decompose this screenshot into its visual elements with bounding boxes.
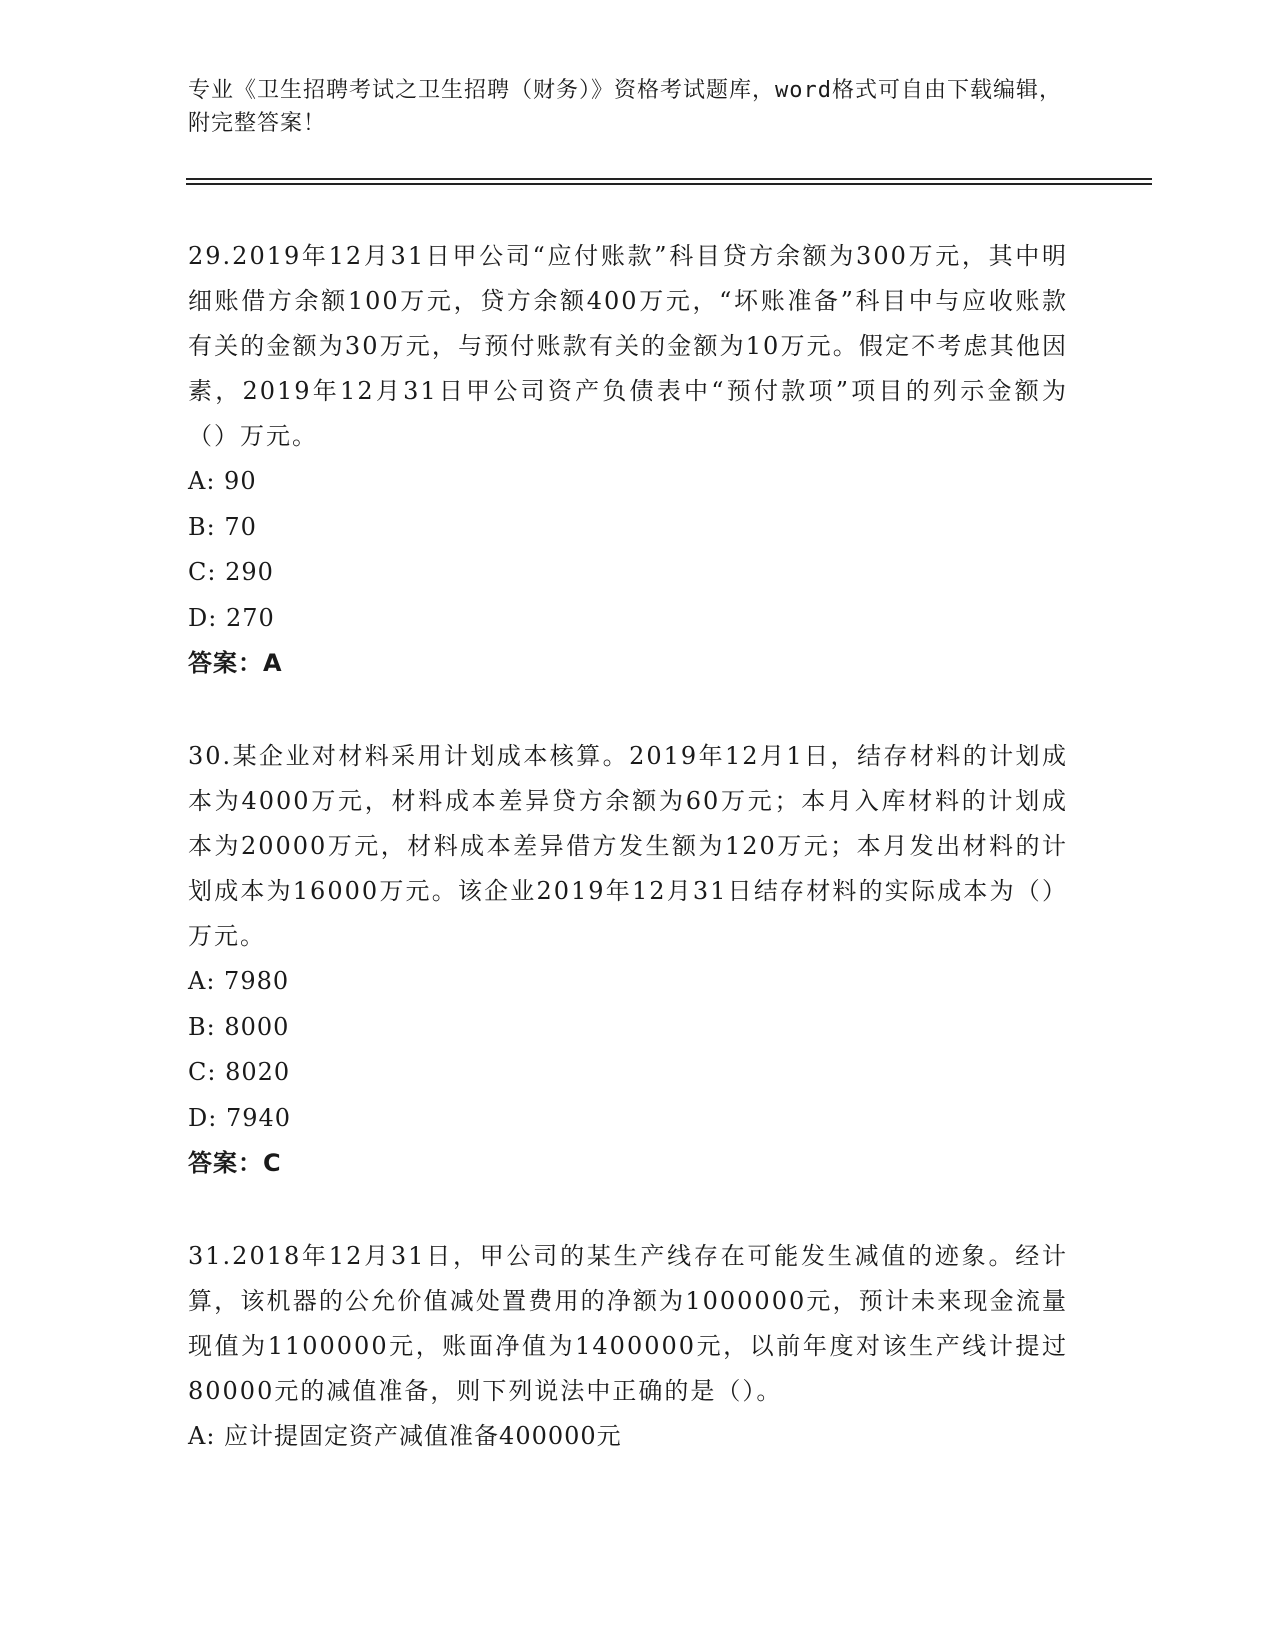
option-c: C: 8020 — [188, 1058, 291, 1086]
question-stem: 29.2019年12月31日甲公司“应付账款”科目贷方余额为300万元，其中明细账借方余额100万元，贷方余额400万元，“坏账准备”科目中与应收账款有关的金额为30万元，与预付账款有关的金额为10万元。假定不考虑其他因素，2019年12月31日甲公司资产负债表中“预付款项”项目的列示金额为（）万元。 — [188, 242, 1068, 450]
option-b: B: 70 — [188, 512, 257, 541]
header-divider-bottom — [186, 183, 1152, 185]
answer-line: 答案：A — [188, 649, 283, 677]
option-d: D: 270 — [188, 603, 275, 632]
question-stem: 31.2018年12月31日，甲公司的某生产线存在可能发生减值的迹象。经计算，该机器的公允价值减处置费用的净额为1000000元，预计未来现金流量现值为1100000元，账面净值为1400000元，以前年度对该生产线计提过80000元的减值准备，则下列说法中正确的是（）。 — [188, 1242, 1068, 1405]
question-30 — [188, 734, 1068, 1187]
option-a: A: 7980 — [188, 967, 290, 995]
option-a: A: 应计提固定资产减值准备400000元 — [188, 1422, 622, 1450]
question-stem: 30.某企业对材料采用计划成本核算。2019年12月1日，结存材料的计划成本为4000万元，材料成本差异贷方余额为60万元；本月入库材料的计划成本为20000万元，材料成本差异借方发生额为120万元；本月发出材料的计划成本为16000万元。该企业2019年12月31日结存材料的实际成本为（）万元。 — [188, 742, 1068, 950]
header-divider-top — [186, 178, 1152, 180]
option-b: B: 8000 — [188, 1012, 290, 1041]
question-29 — [188, 234, 1068, 687]
question-31 — [188, 1234, 1068, 1460]
option-c: C: 290 — [188, 558, 274, 586]
option-a: A: 90 — [188, 467, 257, 495]
answer-line: 答案：C — [188, 1149, 282, 1177]
document-header: 专业《卫生招聘考试之卫生招聘（财务）》资格考试题库，word格式可自由下载编辑，附完整答案！ — [188, 78, 1062, 136]
option-d: D: 7940 — [188, 1103, 292, 1132]
